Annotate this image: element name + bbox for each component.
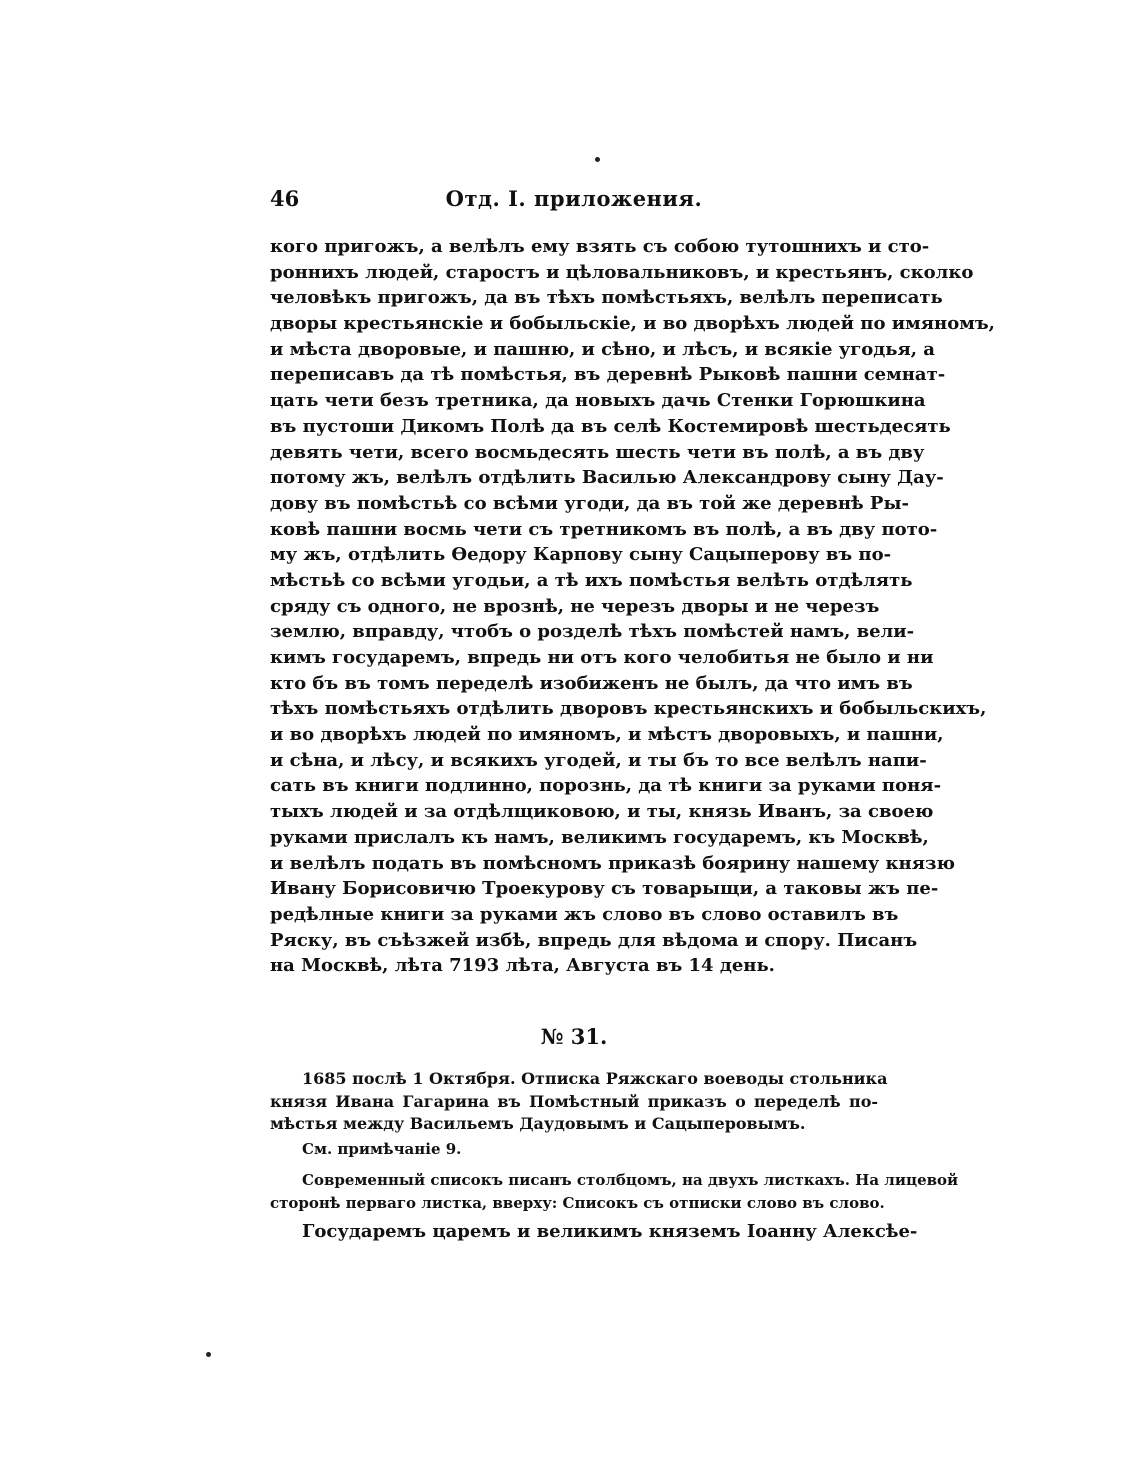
document-description xyxy=(270,1169,959,1214)
body-line: землю, вправду, чтобъ о розделѣ тѣхъ помѣстей намъ, вели- xyxy=(270,621,915,643)
body-line: на Москвѣ, лѣта 7193 лѣта, Августа въ 14 день. xyxy=(270,955,775,977)
body-line: редѣлные книги за руками жъ слово въ слово оставилъ въ xyxy=(270,903,899,925)
summary-line: мѣстья между Васильемъ Даудовымъ и Сацыперовымъ. xyxy=(270,1114,806,1133)
body-line: и велѣлъ подать въ помѣсномъ приказѣ боярину нашему князю xyxy=(270,852,955,874)
body-line: девять чети, всего восмьдесять шесть чети въ полѣ, а въ дву xyxy=(270,441,925,463)
body-line: въ пустоши Дикомъ Полѣ да въ селѣ Костемировѣ шестьдесять xyxy=(270,415,951,437)
body-line: тѣхъ помѣстьяхъ отдѣлить дворовъ крестьянскихъ и бобыльскихъ, xyxy=(270,698,987,720)
body-line: и во дворѣхъ людей по имяномъ, и мѣстъ дворовыхъ, и пашни, xyxy=(270,724,944,746)
body-line: Ивану Борисовичю Троекурову съ товарыщи, а таковы жъ пе- xyxy=(270,878,939,900)
section-title: Отд. I. приложения. xyxy=(445,186,703,211)
body-line: мѣстьѣ со всѣми угодьи, а тѣ ихъ помѣстья велѣть отдѣлять xyxy=(270,569,913,591)
body-line: и мѣста дворовые, и пашню, и сѣно, и лѣсъ, и всякіе угодья, а xyxy=(270,338,935,360)
body-line: цать чети безъ третника, да новыхъ дачь Стенки Горюшкина xyxy=(270,390,926,412)
print-speck xyxy=(206,1352,211,1357)
summary-line: князя Ивана Гагарина въ Помѣстный приказъ о переделѣ по- xyxy=(270,1091,878,1111)
body-line: руками прислалъ къ намъ, великимъ государемъ, къ Москвѣ, xyxy=(270,826,929,848)
body-line: и сѣна, и лѣсу, и всякихъ угодей, и ты бъ то все велѣлъ напи- xyxy=(270,749,927,771)
document-number: № 31. xyxy=(540,1024,608,1049)
body-line: человѣкъ пригожъ, да въ тѣхъ помѣстьяхъ, велѣлъ переписать xyxy=(270,287,943,309)
page-number: 46 xyxy=(270,186,300,211)
body-line: потому жъ, велѣлъ отдѣлить Василью Александрову сыну Дау- xyxy=(270,467,944,489)
body-line: кто бъ въ томъ переделѣ изобиженъ не былъ, да что имъ въ xyxy=(270,672,913,694)
document-opening-line: Государемъ царемъ и великимъ княземъ Іоанну Алексѣе- xyxy=(302,1221,918,1242)
body-line: кимъ государемъ, впредь ни отъ кого челобитья не было и ни xyxy=(270,647,934,668)
body-line: Ряску, въ съѣзжей избѣ, впредь для вѣдома и спору. Писанъ xyxy=(270,929,918,951)
note-reference: См. примѣчаніе 9. xyxy=(302,1140,462,1158)
description-line: сторонѣ перваго листка, вверху: Списокъ съ отписки слово въ слово. xyxy=(270,1193,885,1212)
body-line: сряду съ одного, не врознѣ, не черезъ дворы и не черезъ xyxy=(270,595,880,617)
body-text xyxy=(270,234,995,979)
print-speck xyxy=(595,157,600,162)
body-line: ковѣ пашни восмь чети съ третникомъ въ полѣ, а въ дву пото- xyxy=(270,518,938,540)
body-line: роннихъ людей, старостъ и цѣловальниковъ, и крестьянъ, сколко xyxy=(270,261,974,283)
body-line: кого пригожъ, а велѣлъ ему взять съ собою тутошнихъ и сто- xyxy=(270,236,930,257)
description-line: Современный списокъ писанъ столбцомъ, на двухъ листкахъ. На лицевой xyxy=(302,1171,959,1189)
body-line: переписавъ да тѣ помѣстья, въ деревнѣ Рыковѣ пашни семнат- xyxy=(270,364,946,386)
body-line: сать въ книги подлинно, порознь, да тѣ книги за руками поня- xyxy=(270,775,942,797)
document-summary xyxy=(270,1068,888,1136)
body-line: дворы крестьянскіе и бобыльскіе, и во дворѣхъ людей по имяномъ, xyxy=(270,313,995,335)
body-line: дову въ помѣстьѣ со всѣми угоди, да въ той же деревнѣ Ры- xyxy=(270,492,909,514)
running-head xyxy=(270,186,878,216)
summary-line: 1685 послѣ 1 Октября. Отписка Ряжскаго воеводы стольника xyxy=(302,1069,888,1088)
body-line: му жъ, отдѣлить Ѳедору Карпову сыну Сацыперову въ по- xyxy=(270,544,892,566)
body-line: тыхъ людей и за отдѣлщиковою, и ты, князь Иванъ, за своею xyxy=(270,801,934,823)
